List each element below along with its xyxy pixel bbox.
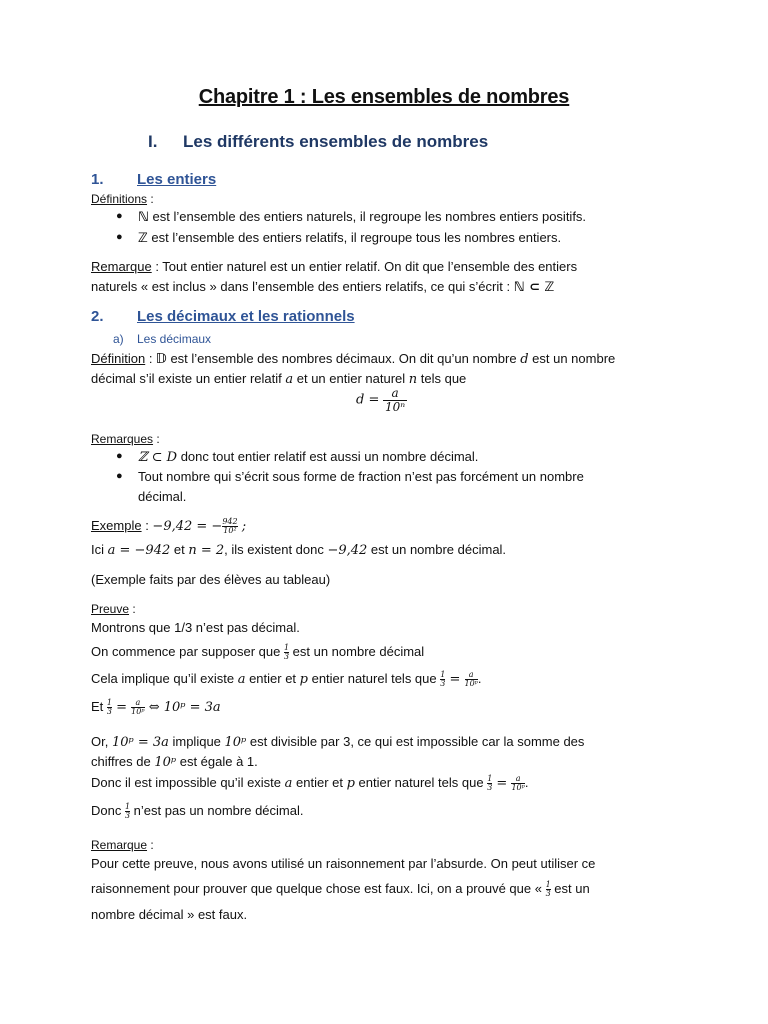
remarques-label: Remarques (91, 432, 154, 446)
proof-text: chiffres de (91, 754, 155, 769)
fraction-numerator: a (515, 773, 521, 783)
fraction-a-over-10p (511, 775, 524, 793)
definition-text: est l’ensemble des nombres décimaux. On dit qu’un nombre (166, 351, 521, 366)
subsection-heading-decimaux (91, 308, 355, 325)
definition-label: Définition (91, 351, 146, 366)
equals-sign: = (445, 672, 465, 687)
proof-text: est divisible par 3, ce qui est impossible car la somme des (246, 734, 585, 749)
proof-text: est un nombre décimal (289, 644, 425, 659)
sub-heading-a (113, 332, 211, 346)
definition-text: : (145, 351, 157, 366)
exemple-fraction (222, 518, 237, 536)
proof-math: 10ᵖ (224, 735, 247, 750)
proof-text: entier et (292, 775, 347, 790)
bullet-text: est l’ensemble des entiers naturels, il regroupe les nombres entiers positifs. (148, 209, 587, 224)
variable-d: d (520, 352, 529, 367)
remark-text: raisonnement pour prouver que quelque chose est faux. Ici, on a prouvé que « (91, 881, 546, 896)
naturals-symbol: ℕ (138, 210, 149, 225)
exemple-math: n = 2 (188, 543, 225, 558)
sub-heading-number: a) (113, 332, 124, 346)
fraction-numerator: 1 (106, 697, 112, 707)
inclusion-math: ℤ ⊂ D (138, 450, 178, 465)
proof-text: Cela implique qu’il existe (91, 671, 238, 686)
remark1-line2 (91, 278, 554, 297)
definition-text: tels que (417, 371, 467, 386)
remark2-line3: nombre décimal » est faux. (91, 907, 248, 922)
preuve-colon: : (129, 602, 136, 616)
exemple-note: (Exemple faits par des élèves au tableau) (91, 572, 331, 587)
variable-n: n (408, 372, 418, 387)
fraction-denominator: 3 (487, 783, 493, 793)
remark-text: est un (550, 881, 590, 896)
fraction-numerator: 1 (487, 773, 493, 783)
exemple-text: Ici (91, 542, 108, 557)
definitions-colon: : (147, 192, 154, 206)
fraction-denominator: 3 (124, 811, 131, 821)
remarques-colon: : (153, 432, 160, 446)
definition-text: est un nombre (528, 351, 616, 366)
preuve-line8 (91, 802, 304, 820)
preuve-line2 (91, 643, 424, 661)
bullet-icon: ● (116, 470, 123, 482)
exemple-math: −9,42 (327, 543, 368, 558)
fraction-numerator: a (391, 386, 399, 400)
definitions-label-line (91, 190, 154, 208)
fraction-numerator: 1 (545, 879, 551, 889)
proof-text: Donc il est impossible qu’il existe (91, 775, 285, 790)
variable-a: a (284, 776, 293, 791)
bullet-icon: ● (116, 210, 123, 222)
fraction-denominator: 3 (283, 652, 290, 662)
subsection-title: Les décimaux et les rationnels (137, 308, 355, 325)
exemple-math: a = −942 (107, 543, 171, 558)
remark1-line1 (91, 258, 577, 276)
proof-math: 10ᵖ (154, 755, 177, 770)
preuve-line7 (91, 774, 528, 793)
proof-text: Donc (91, 803, 125, 818)
remark2-line2 (91, 880, 590, 898)
integers-symbol: ℤ (138, 231, 148, 246)
proof-text: Or, (91, 734, 112, 749)
period: . (524, 775, 529, 790)
subsection-number: 1. (91, 171, 104, 188)
period: . (477, 671, 482, 686)
remark2-label: Remarque (91, 838, 148, 852)
proof-text: entier naturel tels que (354, 775, 488, 790)
exemple-text: est un nombre décimal. (367, 542, 507, 557)
page-title: Chapitre 1 : Les ensembles de nombres (198, 86, 570, 108)
proof-text: est égale à 1. (176, 754, 258, 769)
variable-a: a (285, 372, 294, 387)
inclusion-formula: ℕ ⊂ ℤ (513, 280, 555, 295)
exemple-label: Exemple (91, 518, 142, 533)
fraction-denominator: 10ᵖ (511, 783, 525, 793)
exemple-line1 (91, 517, 246, 536)
exemple-text: et (170, 542, 189, 557)
fraction-denominator: 3 (106, 707, 112, 717)
preuve-line5 (91, 733, 584, 752)
exemple-line2 (91, 541, 506, 560)
fraction-denominator: 10² (223, 526, 237, 536)
exemple-text: , ils existent donc (224, 542, 328, 557)
preuve-line4 (91, 698, 221, 717)
proof-text: entier naturel tels que (307, 671, 441, 686)
proof-text: implique (168, 734, 225, 749)
bullet-naturels (138, 208, 586, 227)
bullet-icon: ● (116, 231, 123, 243)
definition2-line2 (91, 370, 466, 389)
proof-text: entier et (245, 671, 300, 686)
remarques-label-line (91, 430, 160, 448)
remark2-label-line (91, 836, 154, 854)
bullet-text: donc tout entier relatif est aussi un nombre décimal. (177, 449, 479, 464)
equivalence-math: ⇔ 10ᵖ = 3a (144, 700, 221, 715)
fraction-denominator: 3 (545, 889, 551, 899)
fraction-a-over-10p (465, 671, 478, 689)
remark2-colon: : (147, 838, 154, 852)
remark2-line1: Pour cette preuve, nous avons utilisé un raisonnement par l’absurde. On peut utiliser ce (91, 856, 596, 871)
bullet-text: est l’ensemble des entiers relatifs, il regroupe tous les nombres entiers. (147, 230, 562, 245)
preuve-line1: Montrons que 1/3 n’est pas décimal. (91, 620, 300, 635)
preuve-line3 (91, 670, 482, 689)
formula-fraction (383, 387, 407, 413)
subsection-number: 2. (91, 308, 104, 325)
equals-sign: = (492, 776, 512, 791)
proof-text: n’est pas un nombre décimal. (130, 803, 304, 818)
fraction-numerator: a (135, 697, 141, 707)
fraction-denominator: 10ᵖ (131, 707, 145, 717)
fraction-a-over-10p (131, 699, 144, 717)
preuve-label-line (91, 600, 136, 618)
variable-p: p (299, 672, 308, 687)
proof-text: Et (91, 699, 107, 714)
definition2-line1 (91, 350, 615, 369)
bullet-icon: ● (116, 450, 123, 462)
definition-text: et un entier naturel (293, 371, 409, 386)
fraction-denominator: 10ᵖ (464, 679, 478, 689)
proof-math: 10ᵖ = 3a (111, 735, 169, 750)
fraction-denominator: 3 (440, 679, 446, 689)
fraction-numerator: 1 (440, 669, 446, 679)
fraction-numerator: 1 (124, 801, 131, 811)
remarques-bullet2-line2: décimal. (138, 489, 187, 504)
exemple-tail: ; (237, 519, 247, 534)
fraction-denominator: 10ⁿ (384, 399, 406, 414)
fraction-numerator: a (468, 669, 474, 679)
proof-text: On commence par supposer que (91, 644, 284, 659)
formula-lhs: d = (356, 392, 380, 408)
decimal-formula (356, 387, 407, 413)
remark-text: naturels « est inclus » dans l’ensemble des entiers relatifs, ce qui s’écrit : (91, 279, 514, 294)
fraction-numerator: 942 (222, 516, 238, 526)
sub-heading-title: Les décimaux (137, 332, 212, 346)
remarques-bullet2-line1: Tout nombre qui s’écrit sous forme de fraction n’est pas forcément un nombre (138, 469, 584, 484)
section-title: Les différents ensembles de nombres (183, 132, 489, 151)
fraction-numerator: 1 (283, 642, 290, 652)
definition-text: décimal s’il existe un entier relatif (91, 371, 286, 386)
decimals-symbol: 𝔻 (156, 352, 167, 367)
definitions-label: Définitions (91, 192, 148, 206)
remark-label: Remarque (91, 259, 152, 274)
exemple-colon: : (141, 518, 153, 533)
variable-a: a (237, 672, 246, 687)
remarques-bullet1 (138, 448, 478, 467)
section-number: I. (148, 132, 158, 151)
variable-p: p (346, 776, 355, 791)
preuve-label: Preuve (91, 602, 130, 616)
subsection-title: Les entiers (137, 171, 217, 188)
section-heading-roman (148, 132, 488, 152)
subsection-heading-entiers (91, 171, 216, 188)
exemple-math: −9,42 = − (152, 519, 223, 534)
preuve-line6 (91, 753, 258, 772)
equals-sign: = (112, 700, 132, 715)
remark-text: : Tout entier naturel est un entier relatif. On dit que l’ensemble des entiers (151, 259, 578, 274)
bullet-relatifs (138, 229, 561, 248)
